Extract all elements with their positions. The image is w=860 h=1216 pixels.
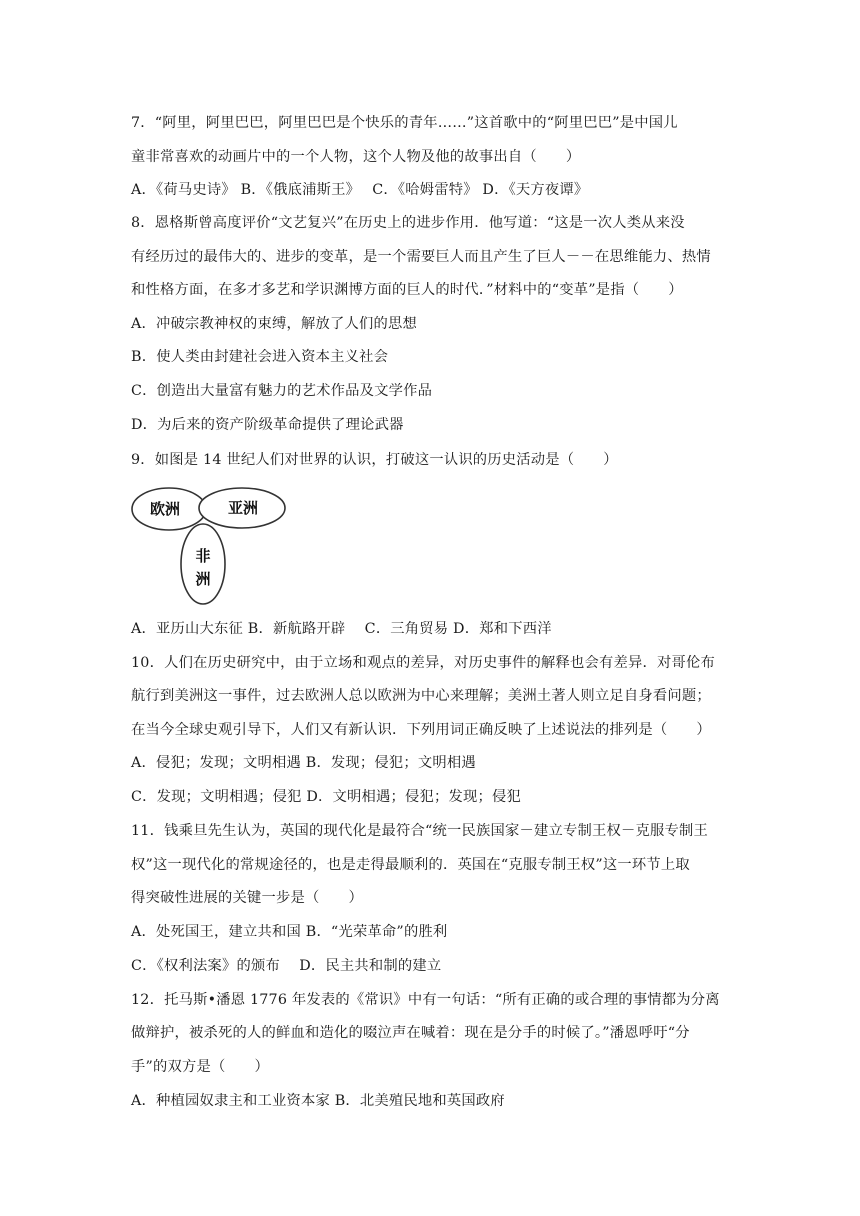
world-view-diagram [131,482,301,607]
q7-stem-line-2: 童非常喜欢的动画片中的一个人物，这个人物及他的故事出自（ ） [131,149,581,165]
q9-stem: 9．如图是 14 世纪人们对世界的认识，打破这一认识的历史活动是（ ） [131,452,618,468]
q11-stem-line-2: 权”这一现代化的常规途径的，也是走得最顺利的．英国在“克服专制王权”这一环节上取 [131,857,690,873]
q11-stem-line-1: 11．钱乘旦先生认为，英国的现代化是最符合“统一民族国家－建立专制王权－克服专制王 [131,823,708,839]
q12-stem-line-1: 12．托马斯•潘恩 1776 年发表的《常识》中有一句话：“所有正确的或合理的事情都为分离 [131,992,720,1008]
q11-stem-line-3: 得突破性进展的关键一步是（ ） [131,890,363,906]
q8-option-d: D．为后来的资产阶级革命提供了理论武器 [131,417,404,433]
asia-label: 亚洲 [227,499,259,517]
q10-stem-line-3: 在当今全球史观引导下，人们又有新认识．下列用词正确反映了上述说法的排列是（ ） [131,722,711,738]
q7-stem-line-1: 7．“阿里，阿里巴巴，阿里巴巴是个快乐的青年……”这首歌中的“阿里巴巴”是中国儿 [131,115,678,131]
q10-stem-line-1: 10．人们在历史研究中，由于立场和观点的差异，对历史事件的解释也会有差异．对哥伦布 [131,655,715,671]
q8-option-a: A．冲破宗教神权的束缚，解放了人们的思想 [131,316,417,332]
q9-options: A．亚历山大东征 B．新航路开辟 C．三角贸易 D．郑和下西洋 [131,621,552,637]
q11-options-line-2: C．《权利法案》的颁布 D．民主共和制的建立 [131,958,442,974]
q10-stem-line-2: 航行到美洲这一事件，过去欧洲人总以欧洲为中心来理解；美洲土著人则立足自身看问题； [131,688,711,704]
q12-stem-line-2: 做辩护，被杀死的人的鲜血和造化的啜泣声在喊着：现在是分手的时候了。”潘恩呼吁“分 [131,1025,690,1041]
africa-label-top: 非 [195,547,211,565]
q7-options: A．《荷马史诗》 B．《俄底浦斯王》 C．《哈姆雷特》 D．《天方夜谭》 [131,182,589,198]
q12-stem-line-3: 手”的双方是（ ） [131,1059,269,1075]
q8-option-b: B．使人类由封建社会进入资本主义社会 [131,349,389,365]
africa-label-bottom: 洲 [195,570,211,588]
q11-options-line-1: A．处死国王，建立共和国 B．“光荣革命”的胜利 [131,924,448,940]
q8-option-c: C．创造出大量富有魅力的艺术作品及文学作品 [131,383,433,399]
europe-label: 欧洲 [149,500,181,518]
q12-options-line-1: A．种植园奴隶主和工业资本家 B．北美殖民地和英国政府 [131,1093,505,1109]
q10-options-line-1: A．侵犯；发现；文明相遇 B．发现；侵犯；文明相遇 [131,755,476,771]
q10-options-line-2: C．发现；文明相遇；侵犯 D．文明相遇；侵犯；发现；侵犯 [131,789,521,805]
q8-stem-line-3: 和性格方面，在多才多艺和学识渊博方面的巨人的时代．”材料中的“变革”是指（ ） [131,282,683,298]
q8-stem-line-1: 8．恩格斯曾高度评价“文艺复兴”在历史上的进步作用．他写道：“这是一次人类从来没 [131,215,685,231]
world-view-svg [131,482,301,607]
q8-stem-line-2: 有经历过的最伟大的、进步的变革，是一个需要巨人而且产生了巨人－－在思维能力、热情 [131,249,711,265]
